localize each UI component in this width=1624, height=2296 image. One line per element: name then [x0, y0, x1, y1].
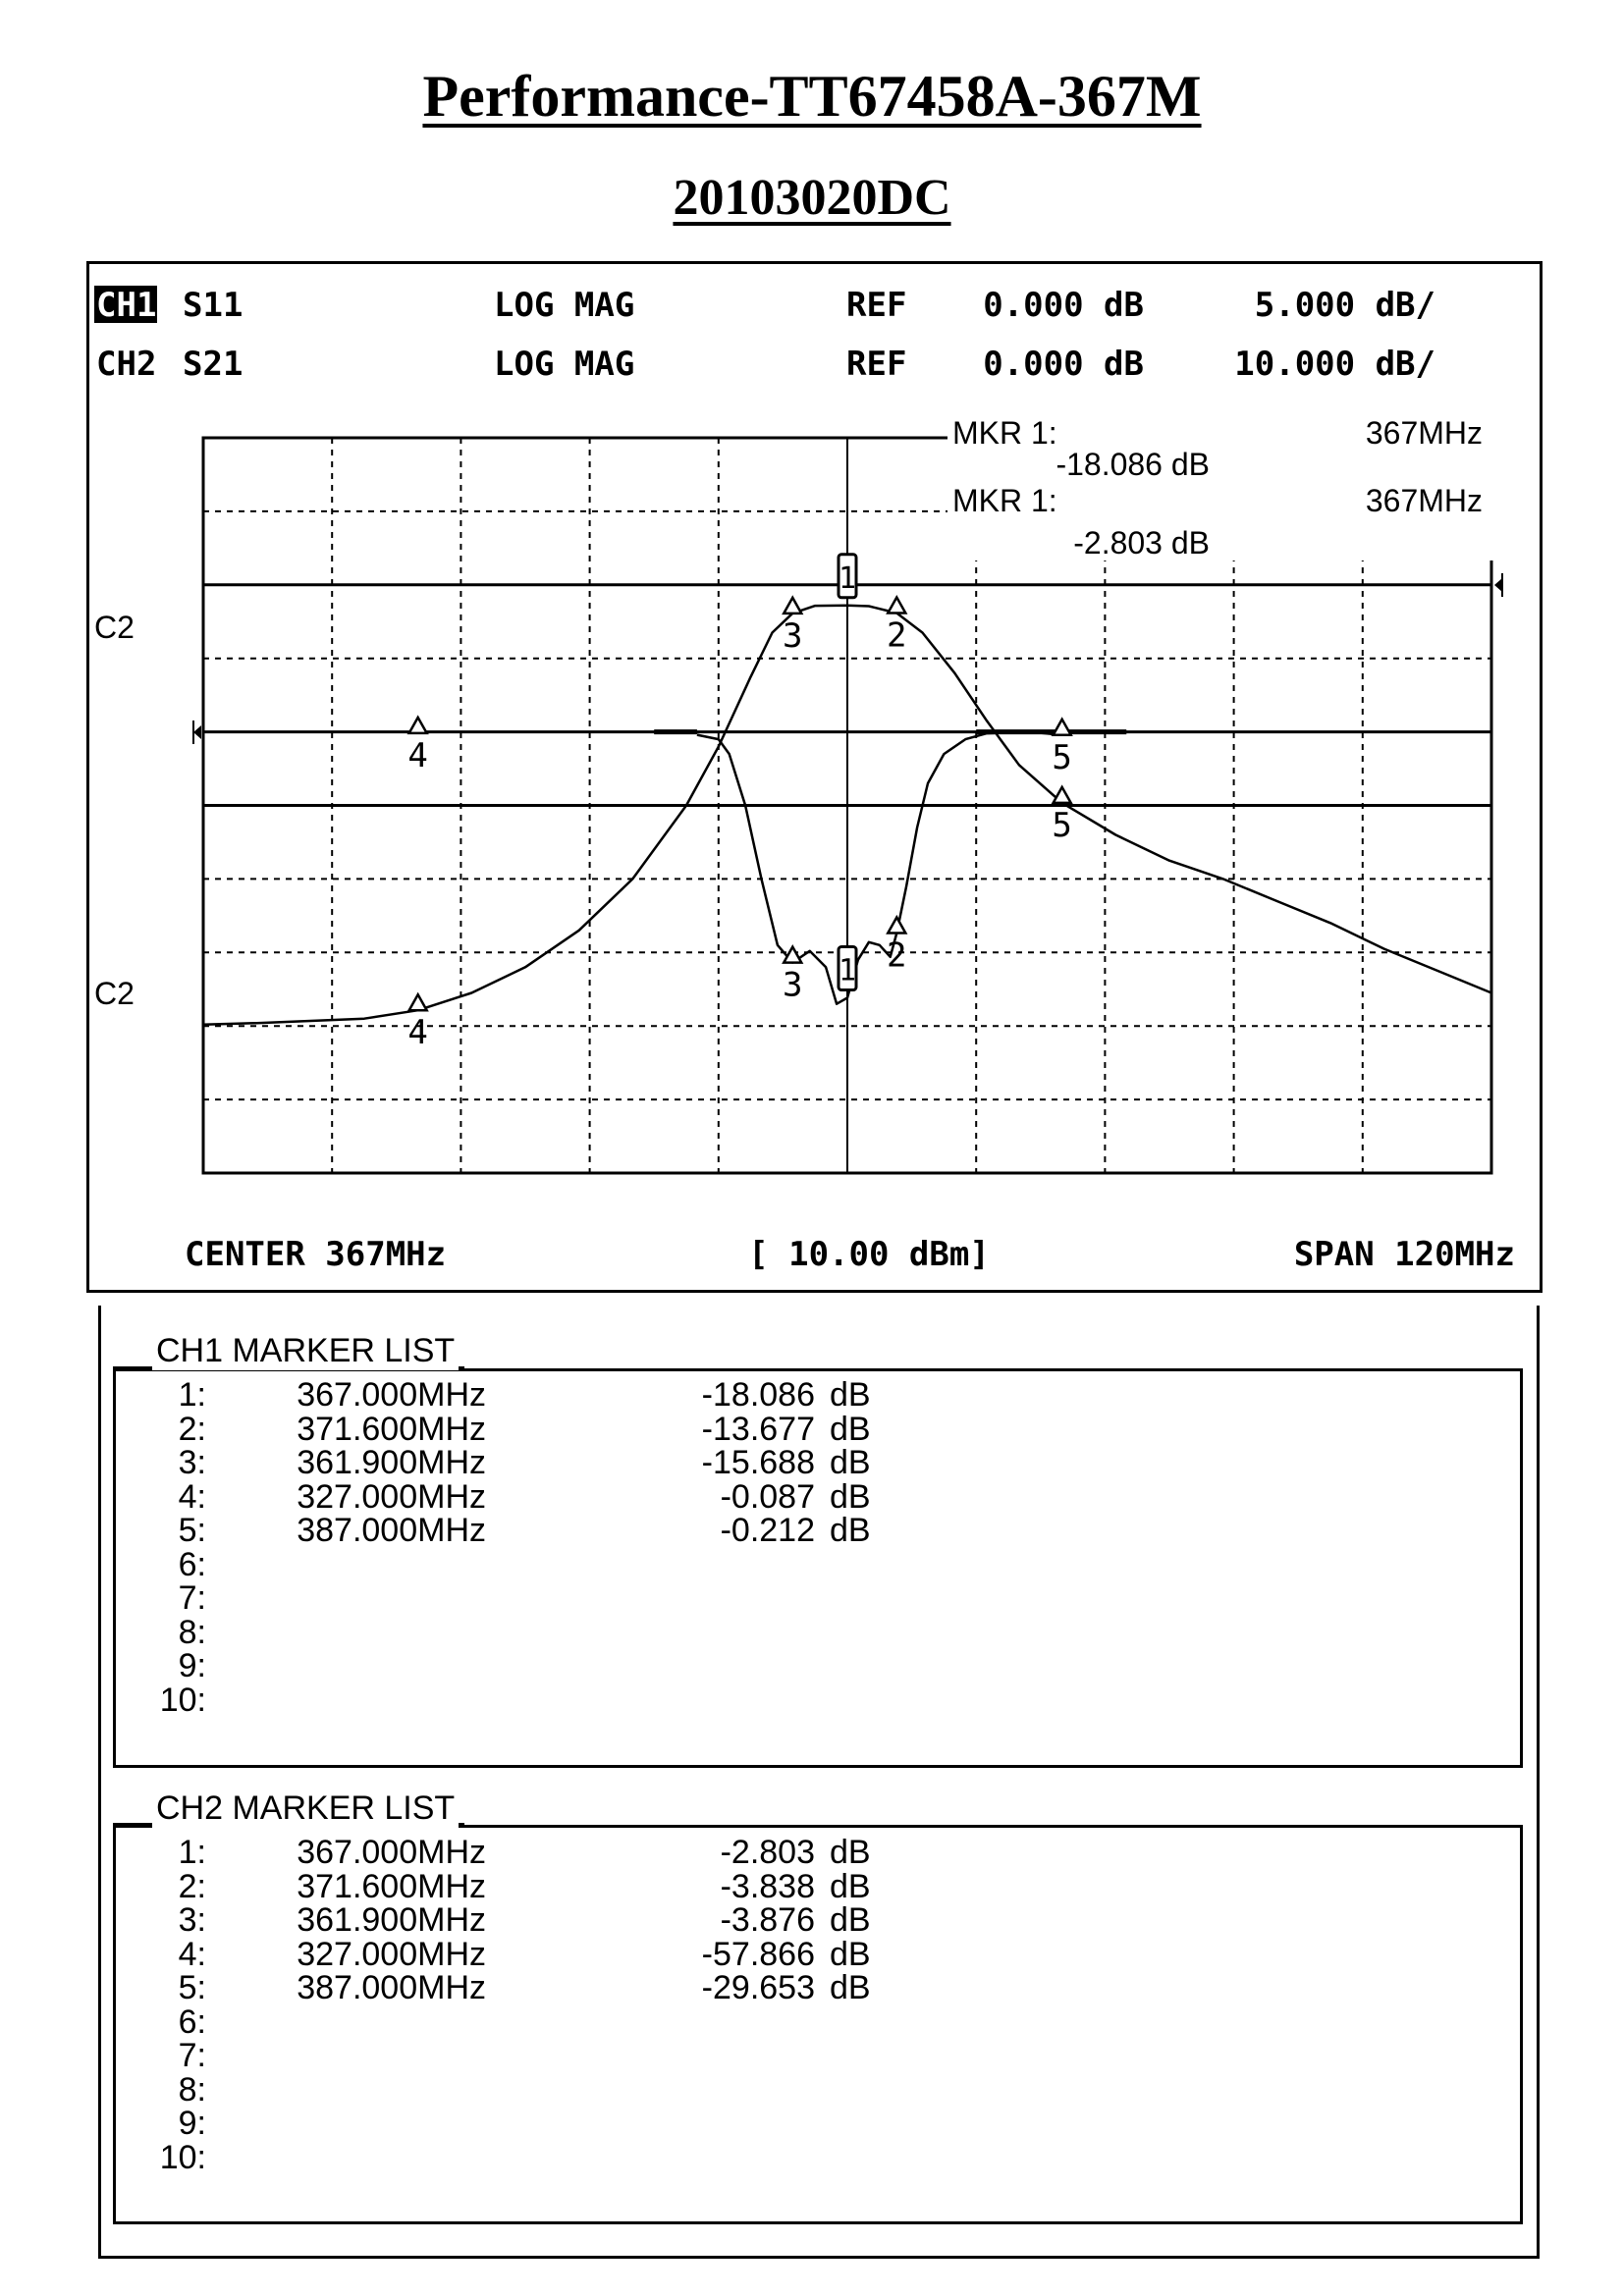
marker-frequency: 367.000MHz [297, 1834, 486, 1871]
channel-parameter: S11 [183, 286, 244, 325]
center-frequency: CENTER 367MHz [185, 1235, 447, 1274]
marker-index: 7: [178, 1579, 206, 1617]
marker-index: 10: [159, 2138, 206, 2176]
marker-unit: dB [830, 1935, 871, 1973]
marker-triangle [888, 917, 905, 933]
marker-unit: dB [830, 1901, 871, 1939]
marker-frequency: 361.900MHz [297, 1901, 486, 1939]
marker-frequency: 371.600MHz [297, 1867, 486, 1905]
marker-index: 4: [178, 1935, 206, 1973]
marker-readout-label: MKR 1: [952, 483, 1057, 518]
marker-index: 3: [178, 1444, 206, 1481]
marker-readout-value: -2.803 dB [1073, 525, 1210, 561]
marker-unit: dB [830, 1512, 871, 1549]
list-title-rule [459, 1823, 464, 1826]
marker-number: 4 [407, 735, 428, 775]
marker-frequency: 371.600MHz [297, 1410, 486, 1448]
marker-value: -18.086 [701, 1376, 815, 1414]
marker-row [0, 1545, 1178, 1583]
marker-number: 3 [782, 965, 803, 1005]
marker-unit: dB [830, 1969, 871, 2006]
channel-side-label: C2 [94, 976, 135, 1011]
marker-index: 6: [178, 2002, 206, 2041]
marker-row [0, 1613, 1178, 1651]
ref-label: REF [846, 286, 907, 325]
channel-label: CH1 [96, 286, 157, 325]
marker-row [0, 1867, 1178, 1905]
marker-index: 1: [178, 1834, 206, 1871]
marker-row [0, 1935, 1178, 1973]
marker-row [0, 1971, 1178, 2004]
marker-index: 8: [178, 2070, 206, 2109]
marker-triangle [409, 994, 427, 1010]
marker-frequency: 387.000MHz [297, 1969, 486, 2006]
marker-row [0, 1649, 1178, 1682]
marker-readout-label: MKR 1: [952, 415, 1057, 451]
marker-number: 3 [782, 615, 803, 656]
marker-frequency: 361.900MHz [297, 1444, 486, 1481]
marker-number: 5 [1052, 805, 1072, 845]
marker-triangle [1054, 720, 1071, 735]
ch2-ref-pointer [1494, 578, 1502, 592]
marker-unit: dB [830, 1867, 871, 1905]
marker-number: 5 [1052, 737, 1072, 777]
list-title-rule [113, 1823, 152, 1826]
scale-value: 10.000 dB/ [1234, 345, 1435, 384]
marker-value: -3.838 [720, 1867, 815, 1905]
marker-value: -13.677 [701, 1410, 815, 1448]
marker-readout-frequency: 367MHz [1365, 483, 1483, 518]
scale-value: 5.000 dB/ [1254, 286, 1435, 325]
marker-row [0, 2070, 1178, 2109]
marker-unit: dB [830, 1410, 871, 1448]
page-title: Performance-TT67458A-367M [422, 64, 1202, 129]
marker-value: -3.876 [720, 1901, 815, 1939]
marker-active-number: 1 [838, 561, 857, 596]
marker-index: 1: [178, 1376, 206, 1414]
marker-frequency: 327.000MHz [297, 1477, 486, 1516]
source-power: [ 10.00 dBm] [748, 1235, 990, 1274]
marker-row [0, 1581, 1178, 1615]
marker-row [0, 1683, 1178, 1717]
marker-row [0, 1836, 1178, 1869]
marker-index: 4: [178, 1477, 206, 1516]
marker-unit: dB [830, 1444, 871, 1481]
ch1-ref-pointer [193, 725, 201, 739]
marker-row [0, 2002, 1178, 2041]
channel-side-label: C2 [94, 610, 135, 645]
marker-triangle [784, 598, 801, 614]
marker-value: -29.653 [701, 1969, 815, 2006]
marker-value: -0.087 [720, 1477, 815, 1516]
marker-number: 2 [887, 935, 907, 976]
marker-row [0, 2039, 1178, 2072]
marker-unit: dB [830, 1477, 871, 1516]
channel-parameter: S21 [183, 345, 244, 384]
ch1-marker-list-title: CH1 MARKER LIST [152, 1331, 459, 1370]
marker-frequency: 367.000MHz [297, 1376, 486, 1414]
marker-unit: dB [830, 1376, 871, 1414]
marker-row [0, 1410, 1178, 1448]
marker-unit: dB [830, 1834, 871, 1871]
marker-index: 5: [178, 1969, 206, 2006]
marker-readout-frequency: 367MHz [1365, 415, 1483, 451]
marker-number: 2 [887, 615, 907, 656]
marker-triangle [1054, 787, 1071, 803]
ref-value: 0.000 dB [983, 345, 1144, 384]
marker-index: 2: [178, 1410, 206, 1448]
marker-index: 6: [178, 1545, 206, 1583]
marker-value: -15.688 [701, 1444, 815, 1481]
marker-row [0, 1446, 1178, 1479]
channel-label: CH2 [96, 345, 157, 384]
page-subtitle: 20103020DC [673, 170, 951, 226]
marker-triangle [409, 718, 427, 733]
marker-index: 9: [178, 2105, 206, 2142]
marker-readout-value: -18.086 dB [1056, 447, 1210, 482]
ref-value: 0.000 dB [983, 286, 1144, 325]
list-title-rule [459, 1366, 464, 1369]
marker-value: -0.212 [720, 1512, 815, 1549]
marker-triangle [888, 598, 905, 614]
ch2-marker-list-title: CH2 MARKER LIST [152, 1789, 459, 1828]
marker-index: 5: [178, 1512, 206, 1549]
ref-label: REF [846, 345, 907, 384]
channel-format: LOG MAG [494, 345, 635, 384]
marker-row [0, 1514, 1178, 1547]
marker-row [0, 2138, 1178, 2176]
marker-index: 10: [159, 1681, 206, 1719]
marker-active-number: 1 [838, 953, 857, 988]
marker-row [0, 1378, 1178, 1412]
marker-index: 7: [178, 2037, 206, 2074]
marker-row [0, 1477, 1178, 1516]
marker-frequency: 327.000MHz [297, 1935, 486, 1973]
marker-value: -2.803 [720, 1834, 815, 1871]
marker-row [0, 2107, 1178, 2140]
marker-index: 2: [178, 1867, 206, 1905]
marker-index: 8: [178, 1613, 206, 1651]
channel-format: LOG MAG [494, 286, 635, 325]
marker-frequency: 387.000MHz [297, 1512, 486, 1549]
list-title-rule [113, 1366, 152, 1369]
trace-s11 [697, 732, 1062, 1004]
marker-index: 3: [178, 1901, 206, 1939]
marker-index: 9: [178, 1647, 206, 1684]
marker-value: -57.866 [701, 1935, 815, 1973]
marker-row [0, 1903, 1178, 1937]
frequency-span: SPAN 120MHz [1293, 1235, 1515, 1274]
marker-number: 4 [407, 1013, 428, 1053]
